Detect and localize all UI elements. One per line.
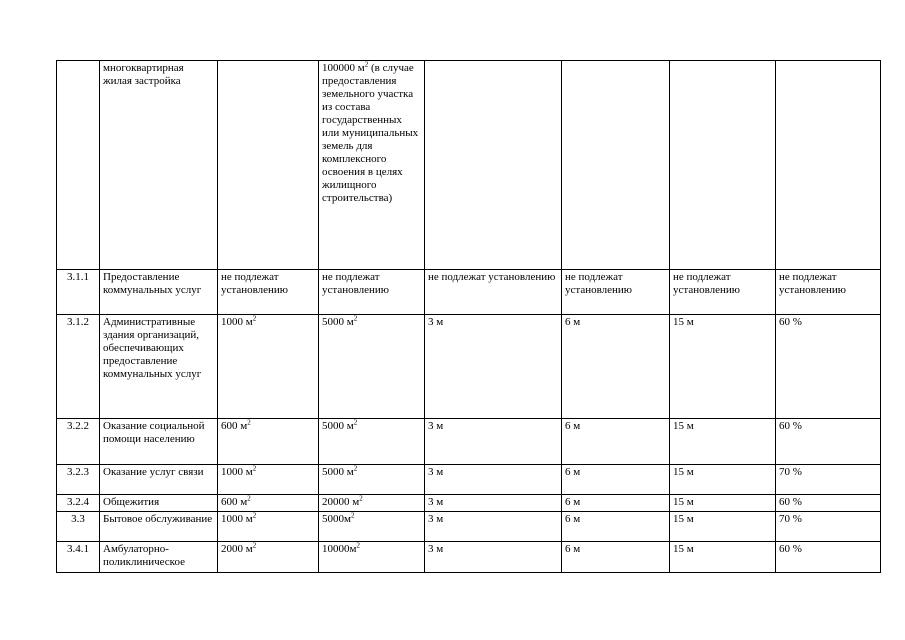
min-side-setback: 6 м (562, 512, 670, 542)
area-value: 1000 м (221, 316, 253, 328)
area-unit-exponent: 2 (247, 418, 251, 427)
row-number: 3.1.2 (57, 315, 100, 419)
row-number: 3.2.3 (57, 465, 100, 495)
table-row (57, 512, 881, 542)
row-number: 3.2.4 (57, 495, 100, 512)
min-plot-area (218, 419, 319, 465)
row-number: 3.4.1 (57, 542, 100, 573)
max-coverage-percent: 70 % (776, 465, 881, 495)
max-coverage-percent: 60 % (776, 315, 881, 419)
table-row (57, 61, 881, 270)
area-unit-exponent: 2 (353, 314, 358, 323)
area-unit-exponent: 2 (364, 60, 369, 69)
area-value: 2000 м (221, 543, 253, 555)
area-unit-exponent: 2 (356, 541, 360, 550)
min-plot-area: не подлежат установлению (218, 270, 319, 315)
min-side-setback (562, 61, 670, 270)
area-note: (в случае предоставления земельного участка из состава государственных или муниципальных земель для комплексного освоения в целях жилищного строительства) (322, 62, 419, 204)
area-unit-exponent: 2 (353, 418, 358, 427)
area-value: 10000м (322, 543, 357, 555)
max-coverage-percent: 60 % (776, 419, 881, 465)
max-height: 15 м (670, 465, 776, 495)
row-number: 3.1.1 (57, 270, 100, 315)
land-use-type: Бытовое обслуживание (100, 512, 218, 542)
area-value: 100000 м (322, 62, 365, 74)
min-front-setback: 3 м (425, 465, 562, 495)
max-height (670, 61, 776, 270)
min-front-setback: 3 м (425, 419, 562, 465)
min-side-setback: 6 м (562, 495, 670, 512)
max-plot-area: не подлежат установлению (319, 270, 425, 315)
max-plot-area (319, 512, 425, 542)
max-height: 15 м (670, 542, 776, 573)
area-unit-exponent: 2 (353, 464, 358, 473)
area-unit-exponent: 2 (359, 494, 363, 503)
table-row (57, 495, 881, 512)
row-number: 3.3 (57, 512, 100, 542)
max-plot-area (319, 419, 425, 465)
max-plot-area (319, 495, 425, 512)
area-value: 600 м (221, 420, 248, 432)
min-front-setback: не подлежат установлению (425, 270, 562, 315)
land-use-type: Амбулаторно-поликлиническое (100, 542, 218, 573)
max-coverage-percent: 60 % (776, 542, 881, 573)
max-plot-area (319, 542, 425, 573)
land-use-type: Оказание социальной помощи населению (100, 419, 218, 465)
min-side-setback: 6 м (562, 465, 670, 495)
area-value: 20000 м (322, 496, 360, 508)
min-front-setback: 3 м (425, 512, 562, 542)
area-value: 1000 м (221, 466, 253, 478)
min-side-setback: 6 м (562, 542, 670, 573)
max-plot-area (319, 465, 425, 495)
land-use-type: Общежития (100, 495, 218, 512)
min-plot-area (218, 61, 319, 270)
min-front-setback: 3 м (425, 495, 562, 512)
max-height: не подлежат установлению (670, 270, 776, 315)
area-value: 5000 м (322, 466, 354, 478)
max-coverage-percent: 60 % (776, 495, 881, 512)
table-row (57, 542, 881, 573)
max-coverage-percent: 70 % (776, 512, 881, 542)
max-height: 15 м (670, 495, 776, 512)
area-unit-exponent: 2 (252, 511, 257, 520)
min-plot-area (218, 315, 319, 419)
min-plot-area (218, 465, 319, 495)
table-row (57, 465, 881, 495)
max-height: 15 м (670, 512, 776, 542)
min-side-setback: 6 м (562, 315, 670, 419)
max-height: 15 м (670, 315, 776, 419)
min-plot-area (218, 542, 319, 573)
min-side-setback: 6 м (562, 419, 670, 465)
area-unit-exponent: 2 (252, 314, 257, 323)
land-use-regulations-table (56, 60, 881, 573)
min-front-setback: 3 м (425, 542, 562, 573)
area-unit-exponent: 2 (350, 511, 355, 520)
table-row (57, 315, 881, 419)
min-front-setback: 3 м (425, 315, 562, 419)
min-side-setback: не подлежат установлению (562, 270, 670, 315)
max-plot-area (319, 61, 425, 270)
land-use-type: Предоставление коммунальных услуг (100, 270, 218, 315)
max-plot-area (319, 315, 425, 419)
area-unit-exponent: 2 (252, 464, 257, 473)
land-use-type: Административные здания организаций, обеспечивающих предоставление коммунальных услуг (100, 315, 218, 419)
area-value: 1000 м (221, 513, 253, 525)
min-plot-area (218, 495, 319, 512)
max-height: 15 м (670, 419, 776, 465)
land-use-type: Оказание услуг связи (100, 465, 218, 495)
area-unit-exponent: 2 (252, 541, 257, 550)
area-value: 5000 м (322, 420, 354, 432)
area-value: 5000м (322, 513, 351, 525)
max-coverage-percent: не подлежат установлению (776, 270, 881, 315)
row-number: 3.2.2 (57, 419, 100, 465)
table-row (57, 270, 881, 315)
min-front-setback (425, 61, 562, 270)
area-value: 5000 м (322, 316, 354, 328)
min-plot-area (218, 512, 319, 542)
max-coverage-percent (776, 61, 881, 270)
table-row (57, 419, 881, 465)
land-use-type: многоквартирная жилая застройка (100, 61, 218, 270)
area-unit-exponent: 2 (247, 494, 251, 503)
area-value: 600 м (221, 496, 248, 508)
row-number (57, 61, 100, 270)
